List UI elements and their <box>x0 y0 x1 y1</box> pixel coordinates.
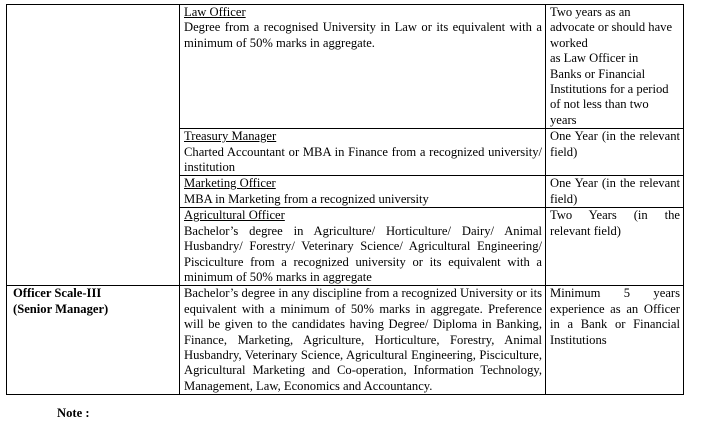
experience-cell <box>546 176 684 208</box>
post-title: Agricultural Officer <box>184 208 285 223</box>
qualification-cell <box>180 286 546 395</box>
experience-text: One Year (in the relevant field) <box>550 129 680 159</box>
experience-text: One Year (in the relevant field) <box>550 176 680 206</box>
experience-cell <box>546 5 684 129</box>
eligibility-table <box>6 4 684 395</box>
qualification-text: Bachelor’s degree in any discipline from a recognized University or its equivalent with a minimum of 50% marks in aggregate. Preference will be given to the candidates having Degree/ Diploma in Banking, Finance, Marketing, Agriculture, Horticulture, Forestry, Animal Husbandry, Veterinary Science, Agricultural Engineering, Pisciculture, Agricultural Marketing and Co-operation, Information Technology, Management, Law, Economics and Accountancy. <box>184 286 542 393</box>
scale-cell <box>7 286 180 395</box>
experience-line: as Law Officer in <box>550 51 639 66</box>
qualification-text: Degree from a recognised University in Law or its equivalent with a minimum of 50% marks in aggregate. <box>184 20 542 50</box>
experience-line: of not less than two <box>550 97 649 112</box>
table-row <box>7 286 684 395</box>
note-label: Note : <box>57 406 90 420</box>
post-title: Marketing Officer <box>184 176 276 191</box>
scale-subtitle: (Senior Manager) <box>13 301 109 316</box>
post-title: Treasury Manager <box>184 129 277 144</box>
qualification-cell <box>180 129 546 176</box>
qualification-text: Bachelor’s degree in Agriculture/ Horticulture/ Dairy/ Animal Husbandry/ Forestry/ Veterinary Science/ Agricultural Engineering/ Pisciculture from a recognized university or its equivalent with a minimum of 50% marks in aggregate <box>184 223 542 284</box>
experience-text: Two Years (in the relevant field) <box>550 208 680 238</box>
qualification-cell <box>180 5 546 129</box>
table-row <box>7 5 684 129</box>
scale-cell <box>7 5 180 286</box>
experience-cell <box>546 208 684 286</box>
experience-line: Institutions for a period <box>550 82 669 97</box>
experience-cell <box>546 129 684 176</box>
experience-line: Two years as an <box>550 5 631 19</box>
qualification-cell <box>180 176 546 208</box>
experience-cell <box>546 286 684 395</box>
experience-text: Minimum 5 years experience as an Officer in a Bank or Financial Institutions <box>550 286 680 347</box>
experience-line: years <box>550 112 577 127</box>
experience-line: advocate or should have <box>550 20 673 35</box>
scale-title: Officer Scale-III <box>13 286 102 301</box>
qualification-text: Charted Accountant or MBA in Finance from a recognized university/ institution <box>184 144 542 175</box>
experience-line: Banks or Financial <box>550 66 646 81</box>
experience-line: worked <box>550 35 588 50</box>
post-title: Law Officer <box>184 5 246 19</box>
qualification-text: MBA in Marketing from a recognized university <box>184 191 429 206</box>
qualification-cell <box>180 208 546 286</box>
